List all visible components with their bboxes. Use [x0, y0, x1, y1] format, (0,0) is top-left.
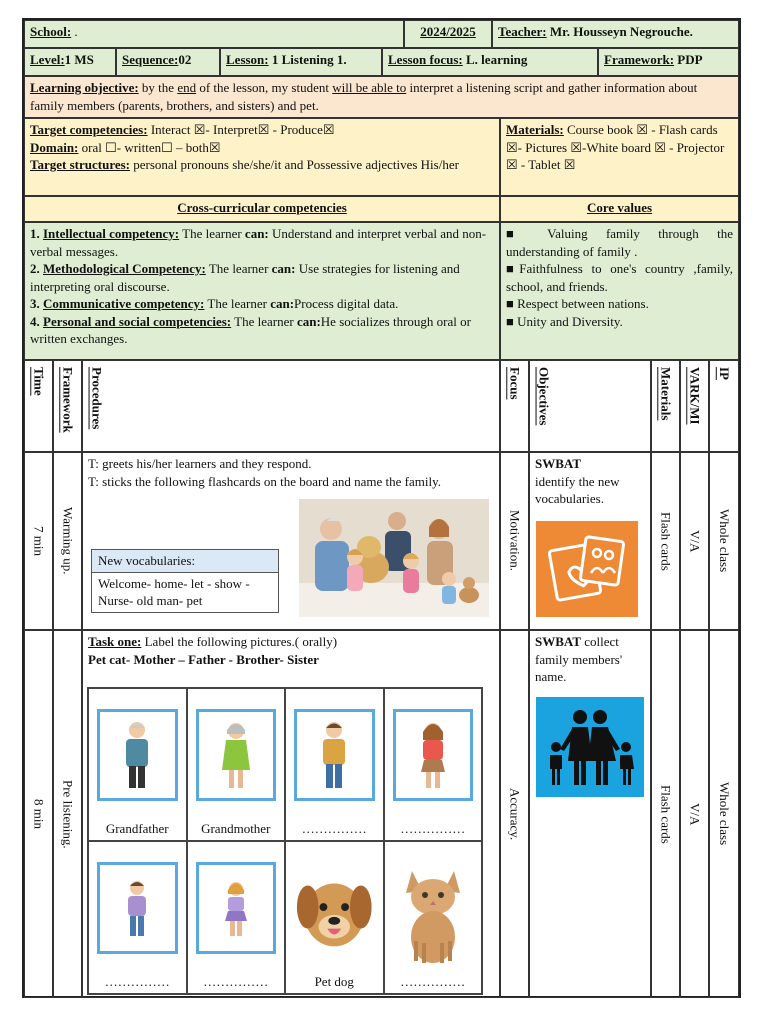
- cross-curricular-title: Cross-curricular competencies: [24, 196, 500, 222]
- picture-label: Grandfather: [105, 821, 169, 837]
- stage2-objectives: [529, 630, 651, 998]
- teacher-label: Teacher:: [498, 24, 547, 39]
- cross-curricular-list: [24, 222, 500, 360]
- col-time: Time: [24, 360, 53, 452]
- picture-cell: [187, 688, 286, 841]
- grandfather-picture: [97, 709, 178, 801]
- stage1-line2: T: sticks the following flashcards on the board and name the family.: [88, 473, 442, 489]
- core-value-item: ■ Valuing family through the understanding of family .: [506, 226, 733, 259]
- stage1-objective-text: identify the new vocabularies.: [535, 473, 620, 507]
- col-ip: IP: [709, 360, 739, 452]
- stage2-procedures: [82, 630, 500, 998]
- col-framework: Framework: [53, 360, 82, 452]
- col-materials: Materials: [651, 360, 680, 452]
- picture-label: ……………: [104, 974, 170, 990]
- father-picture: [294, 709, 375, 801]
- learning-objective: Learning objective: by the end of the lesson, my student will be able to interpret a listening script and gather information about family members (parents, brothers, and sisters) and pet.: [24, 76, 739, 118]
- vocab-title: New vocabularies:: [92, 550, 278, 573]
- framework-cell: Framework: PDP: [598, 48, 739, 76]
- stage1-focus: Motivation.: [500, 452, 529, 630]
- level-cell: Level:1 MS: [24, 48, 116, 76]
- picture-cell: [285, 841, 384, 994]
- core-value-item: ■ Unity and Diversity.: [506, 313, 623, 329]
- stage2-objective-text: collect family members' name.: [535, 634, 623, 685]
- teacher-value: Mr. Housseyn Negrouche.: [549, 24, 693, 39]
- picture-label: Pet dog: [314, 974, 354, 990]
- lesson-plan-page: [22, 18, 741, 998]
- stage2-swbat: SWBAT: [535, 634, 581, 649]
- family-photo: [299, 499, 489, 617]
- col-focus: Focus: [500, 360, 529, 452]
- materials-box: Materials: Course book ☒ - Flash cards ☒- Pictures ☒-White board ☒ - Projector ☒ - Tablet ☒: [500, 118, 739, 196]
- col-vark: VARK/MI: [680, 360, 709, 452]
- stage2-vark: V/A: [680, 630, 709, 998]
- stage2-framework: Pre listening.: [53, 630, 82, 998]
- picture-cell: [187, 841, 286, 994]
- cross-competency-item: 2. Methodological Competency: The learner can: Use strategies for listening and interpreting oral discourse.: [30, 261, 460, 294]
- core-values-title: Core values: [500, 196, 739, 222]
- picture-label: ……………: [400, 821, 466, 837]
- stage1-materials: Flash cards: [651, 452, 680, 630]
- stage1-vark: V/A: [680, 452, 709, 630]
- picture-cell: [384, 841, 483, 994]
- stage2-materials: Flash cards: [651, 630, 680, 998]
- year: 2024/2025: [420, 24, 476, 39]
- core-value-item: ■ Respect between nations.: [506, 296, 649, 312]
- stage2-focus: Accuracy.: [500, 630, 529, 998]
- cross-competency-item: 4. Personal and social competencies: The learner can:He socializes through oral or written exchanges.: [30, 313, 471, 347]
- brother-picture: [97, 862, 178, 954]
- mother-picture: [393, 709, 474, 801]
- school-label: School:: [30, 24, 72, 39]
- grandmother-picture: [196, 709, 277, 801]
- cat-picture: [391, 856, 476, 970]
- picture-grid: [87, 687, 483, 995]
- col-objectives: Objectives: [529, 360, 651, 452]
- dog-picture: [292, 856, 377, 966]
- family-icon: [536, 697, 644, 797]
- stage1-ip: Whole class: [709, 452, 739, 630]
- picture-label: Grandmother: [201, 821, 271, 837]
- stage2-time: 8 min: [24, 630, 53, 998]
- core-value-item: ■Faithfulness to one's country ,family, school, and friends.: [506, 261, 733, 294]
- task-one-text: Label the following pictures.( orally): [141, 634, 338, 649]
- stage1-framework: Warming up.: [53, 452, 82, 630]
- picture-cell: [285, 688, 384, 841]
- lesson-cell: Lesson: 1 Listening 1.: [220, 48, 382, 76]
- stage2-ip: Whole class: [709, 630, 739, 998]
- photos-icon: [536, 521, 638, 617]
- task-one-words: Pet cat- Mother – Father - Brother- Sister: [88, 651, 319, 667]
- school-value: .: [74, 24, 78, 39]
- stage1-objectives: [529, 452, 651, 630]
- stage1-swbat: SWBAT: [535, 456, 581, 471]
- stage1-line1: T: greets his/her learners and they respond.: [88, 456, 312, 471]
- target-competencies: Target competencies: Interact ☒- Interpret☒ - Produce☒ Domain: oral ☐- written☐ – both☒ Target structures: personal pronouns she/she/it and Possessive adjectives His/her: [24, 118, 500, 196]
- picture-label: ……………: [301, 821, 367, 837]
- picture-label: ……………: [203, 974, 269, 990]
- sequence-cell: Sequence:02: [116, 48, 220, 76]
- col-procedures: Procedures: [82, 360, 500, 452]
- stage1-procedures: [82, 452, 500, 630]
- vocab-body: Welcome- home- let - show -Nurse- old man- pet: [98, 575, 250, 609]
- picture-label: ……………: [400, 974, 466, 990]
- picture-cell: [88, 841, 187, 994]
- year-cell: [404, 20, 492, 48]
- picture-cell: [88, 688, 187, 841]
- picture-cell: [384, 688, 483, 841]
- new-vocabularies-box: [91, 549, 279, 613]
- teacher-cell: [492, 20, 739, 48]
- sister-picture: [196, 862, 277, 954]
- cross-competency-item: 1. Intellectual competency: The learner can: Understand and interpret verbal and non-verbal messages.: [30, 226, 487, 259]
- school-cell: [24, 20, 404, 48]
- stage1-time: 7 min: [24, 452, 53, 630]
- lesson-focus-cell: Lesson focus: L. learning: [382, 48, 598, 76]
- core-values-list: [500, 222, 739, 360]
- cross-competency-item: 3. Communicative competency: The learner can:Process digital data.: [30, 296, 399, 312]
- task-one-label: Task one:: [88, 634, 142, 649]
